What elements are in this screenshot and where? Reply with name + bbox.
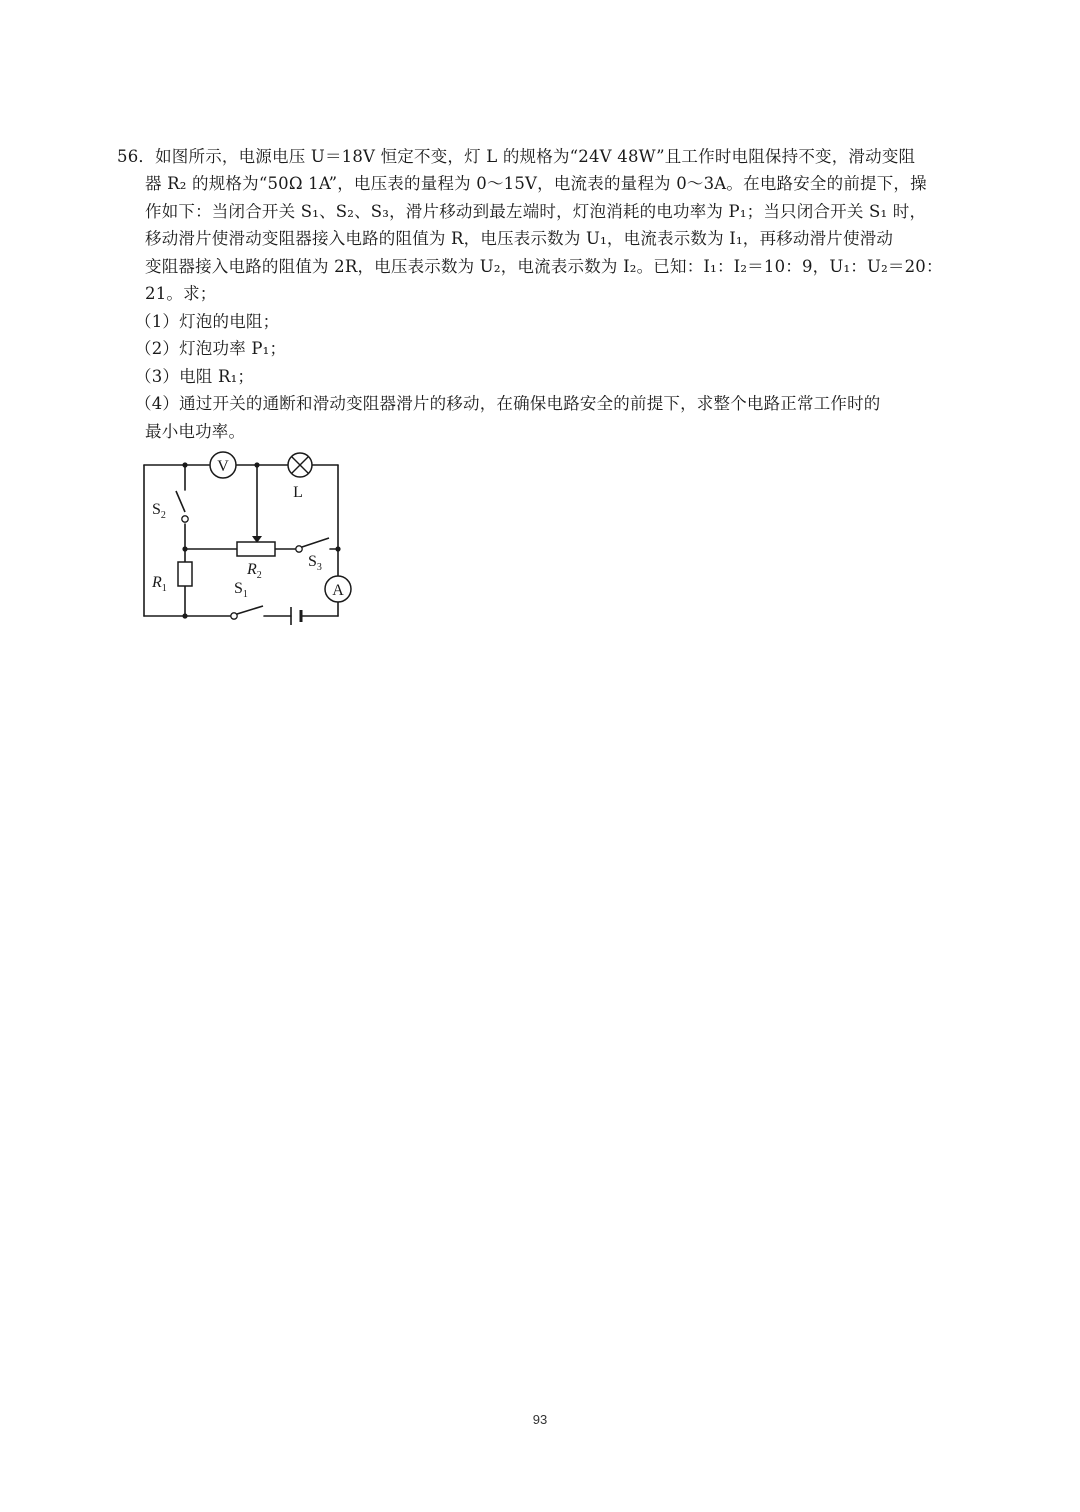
ammeter-label: A [332, 582, 344, 599]
junction-dot [335, 546, 340, 551]
switch-s2-label: $S_2$ [152, 501, 166, 521]
problem-line: 21。求； [145, 284, 217, 303]
resistor-r1-label: $R_1$ [152, 574, 167, 594]
switch-s1-contact [231, 613, 237, 619]
switch-s3-blade [302, 538, 329, 547]
question-4-cont: 最小电功率。 [145, 422, 246, 441]
switch-s2-blade [176, 491, 185, 512]
voltmeter-label: V [217, 458, 229, 475]
circuit-diagram [130, 450, 370, 630]
resistor-r1 [178, 562, 192, 586]
question-2: （2）灯泡功率 P₁； [135, 339, 287, 358]
switch-s3-contact [296, 546, 302, 552]
question-1: （1）灯泡的电阻； [135, 312, 280, 331]
resistor-r2 [237, 542, 275, 556]
switch-s1-blade [237, 606, 263, 614]
junction-dot [182, 462, 187, 467]
junction-dot [182, 546, 187, 551]
question-3: （3）电阻 R₁； [135, 367, 255, 386]
problem-line: 变阻器接入电路的阻值为 2R，电压表示数为 U₂，电流表示数为 I₂。已知：I₁：I₂＝10：9，U₁：U₂＝20： [145, 257, 943, 276]
page-number: 93 [532, 1412, 548, 1427]
switch-s1-label: $S_1$ [234, 580, 248, 600]
problem-line: 56．如图所示，电源电压 U＝18V 恒定不变，灯 L 的规格为“24V 48W”且工作时电阻保持不变，滑动变阻 [117, 147, 916, 166]
junction-dot [254, 462, 259, 467]
resistor-r2-label: $R_2$ [247, 561, 262, 581]
problem-line: 移动滑片使滑动变阻器接入电路的阻值为 R，电压表示数为 U₁，电流表示数为 I₁，再移动滑片使滑动 [145, 229, 894, 248]
switch-s3-label: $S_3$ [308, 553, 322, 573]
junction-dot [182, 613, 187, 618]
problem-line: 器 R₂ 的规格为“50Ω 1A”，电压表的量程为 0～15V，电流表的量程为 0～3A。在电路安全的前提下，操 [145, 174, 927, 193]
lamp-label: L [293, 484, 303, 501]
question-4: （4）通过开关的通断和滑动变阻器滑片的移动，在确保电路安全的前提下，求整个电路正常工作时的 [135, 394, 881, 413]
problem-line: 作如下：当闭合开关 S₁、S₂、S₃，滑片移动到最左端时，灯泡消耗的电功率为 P₁；当只闭合开关 S₁ 时， [145, 202, 927, 221]
switch-s2-contact [182, 516, 188, 522]
